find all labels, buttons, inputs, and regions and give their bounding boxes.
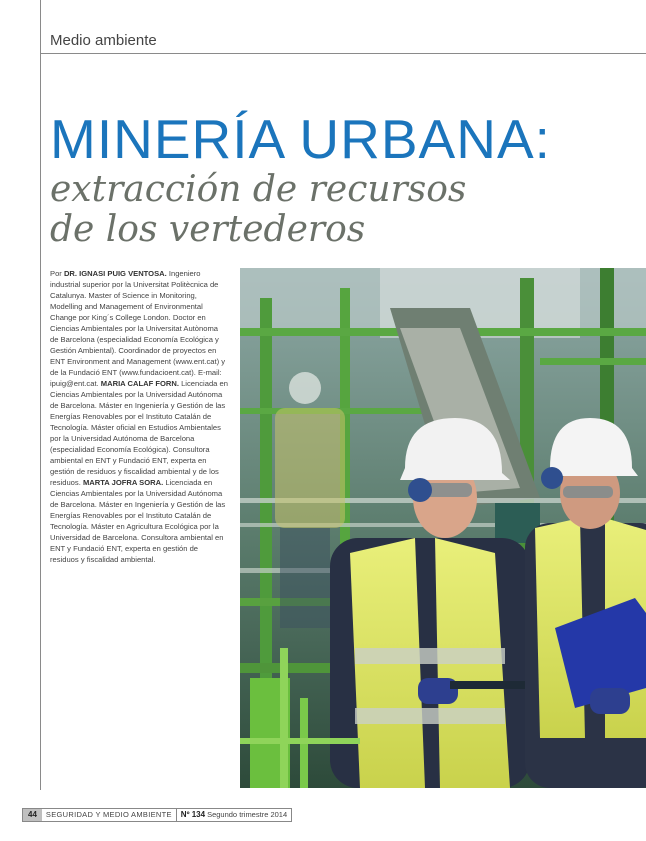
page-footer [22, 808, 292, 822]
section-label: Medio ambiente [50, 32, 157, 49]
author-name: DR. IGNASI PUIG VENTOSA. [63, 269, 167, 278]
author-byline [50, 268, 228, 565]
magazine-name: SEGURIDAD Y MEDIO AMBIENTE [45, 810, 172, 819]
recycling-plant-workers-illustration [240, 268, 646, 788]
byline-text: Licenciada en Ciencias Ambientales por la Universidad Autónoma de Barcelona. Máster en Ingeniería y Gestión de las Energías Renovables por el Instituto Catalán de Tecnología. Máster oficial en Estudios Ambientales por la Universidad Autónoma de Barcelona (especialidad Economía Ecológica). Consultora ambiental en ENT y Fundació ENT, experta en gestión de residuos y fiscalidad ambiental y de los residuos. [50, 379, 228, 487]
margin-rule-vertical [40, 0, 41, 790]
article-title: MINERÍA URBANA: [50, 108, 551, 170]
issue-period: Segundo trimestre 2014 [207, 810, 288, 819]
header-rule [40, 53, 646, 54]
byline-text: Ingeniero industrial superior por la Universitat Politècnica de Catalunya. Master of Science in Monitoring, Modelling and Management of Environmental Change por King´s College London. Doctor en Ciencias Ambientales por la Universitat Autònoma de Barcelona (especialidad Economía Ecológica y Gestión Ambiental). Coordinador de proyectos en ENT Environment and Management (www.ent.cat) y de la Fundació ENT (www.fundacioent.cat). E-mail: ipuig@ent.cat. [50, 269, 226, 388]
page-number: 44 [23, 809, 42, 821]
article-photo [240, 268, 646, 788]
byline-text: Por [50, 269, 64, 278]
byline-text: Licenciada en Ciencias Ambientales por la Universidad Autónoma de Barcelona. Máster en Ingeniería y Gestión de las Energías Renovables por el Instituto Catalán de Tecnología. Máster en Agricultura Ecológica por la Universidad de Barcelona. Consultora ambiental en ENT y Fundació ENT, experta en gestión de residuos y fiscalidad ambiental. [50, 478, 226, 564]
author-name: MARTA JOFRA SORA. [82, 478, 164, 487]
author-name: MARIA CALAF FORN. [100, 379, 179, 388]
article-subtitle: extracción de recursos de los vertederos [50, 169, 467, 250]
issue-number: Nº 134 [180, 810, 206, 819]
